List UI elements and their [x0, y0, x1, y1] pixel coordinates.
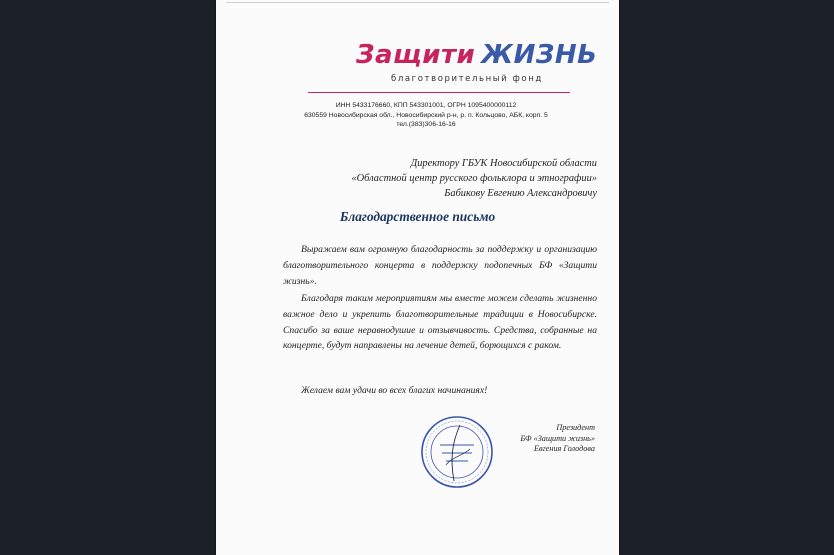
requisites-line: ИНН 5433176660, КПП 543301001, ОГРН 1095400000112: [335, 102, 517, 109]
letter-title: Благодарственное письмо: [339, 209, 496, 224]
addressee-block: [317, 156, 597, 201]
body-paragraph: Благодаря таким мероприятиям мы вместе можем сделать жизненно важное дело и укрепить благотворительные традиции в Новосибирске. Спасибо за ваше неравнодушие и отзывчивость. Средства, собранные на концерте, будут направлены на лечение детей, борющихся с раком.: [283, 293, 597, 352]
header-divider: [308, 92, 570, 93]
fund-logo: [356, 40, 598, 76]
body-paragraph: Выражаем вам огромную благодарность за поддержку и организацию благотворительного концерта в поддержку подопечных БФ «Защити жизнь».: [283, 244, 597, 287]
logo-subtitle: благотворительный фонд: [391, 74, 543, 84]
requisites-block: [276, 101, 576, 130]
signer-name: Евгения Голодова: [534, 444, 595, 454]
logo-word-1: Защити: [356, 40, 476, 70]
signature-block: [445, 423, 595, 455]
requisites-line: 630559 Новосибирская обл., Новосибирский р-н, р. п. Кольцово, АБК, корп. 5: [304, 111, 548, 119]
requisites-line: тел.(383)306-16-16: [396, 121, 456, 129]
addressee-line: Директору ГБУК Новосибирской области: [410, 158, 597, 169]
addressee-line: Бабикову Евгению Александровичу: [444, 188, 597, 199]
signer-org: БФ «Защити жизнь»: [520, 433, 595, 443]
closing-line: Желаем вам удачи во всех благих начинаниях!: [301, 385, 488, 396]
addressee-line: «Областной центр русского фольклора и этнографии»: [351, 173, 597, 184]
signer-role: Президент: [556, 423, 595, 432]
page-top-rule: [226, 2, 609, 3]
letter-page: [216, 0, 619, 555]
logo-word-2: ЖИЗНЬ: [481, 40, 598, 70]
